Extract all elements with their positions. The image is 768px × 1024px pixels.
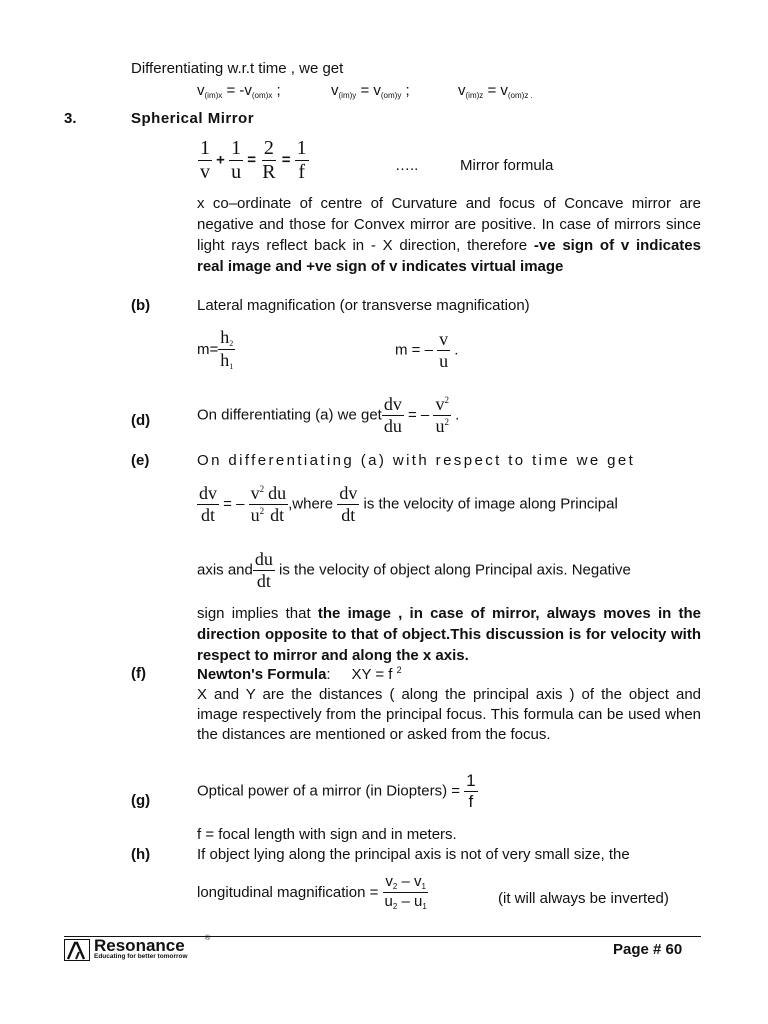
sign-convention-bold: -ve sign of v indicates real image and +ve sign of v indicates virtual image xyxy=(197,237,743,275)
label-g: (g) xyxy=(131,792,151,809)
label-b: (b) xyxy=(131,297,151,314)
velocity-relation-z: $v_{(im)z} = v_{(om)z .}$ xyxy=(458,82,533,100)
mirror-formula-equation: $\frac{1}{v}$ + $\frac{1}{u}$ = $\frac{2}{R}$ = $\frac{1}{f}$ xyxy=(200,137,307,183)
formula-dots: ….. xyxy=(395,157,419,174)
magnification-height-ratio: m= $\frac{h_2}{h_1}$ xyxy=(197,327,234,372)
velocity-relation-equation: $\frac{dv}{dt}$ = – $\frac{v^2}{u^2}$ $\frac{du}{dt}$ ,where $\frac{dv}{dt}$ is the velocity of image along Principal xyxy=(199,483,618,525)
sign-convention-text: x co–ordinate of centre of Curvature and focus of Concave mirror are negative and those for Convex mirror are positive. In case of mirrors since light rays reflect back in - X direction, therefore xyxy=(197,195,701,254)
intro-text: Differentiating w.r.t time , we get xyxy=(131,60,344,77)
inverted-note: (it will always be inverted) xyxy=(498,890,669,907)
longitudinal-magnification-equation: longitudinal magnification = $\frac{v_2 - v_1}{u_2 - u_1}$ xyxy=(197,873,427,912)
lateral-magnification-text: Lateral magnification (or transverse magnification) xyxy=(197,297,530,314)
label-h: (h) xyxy=(131,846,151,863)
velocity-relation-x: $v_{(im)x} = -v_{(om)x}$ ; xyxy=(197,82,281,100)
section-title: Spherical Mirror xyxy=(131,110,255,127)
focal-length-note: f = focal length with sign and in meters. xyxy=(197,826,457,843)
logo-name: Resonance xyxy=(94,936,185,955)
logo-tagline: Educating for better tomorrow xyxy=(94,953,188,960)
sign-convention-paragraph xyxy=(197,193,743,277)
optical-power-equation: Optical power of a mirror (in Diopters) = $\frac{1}{f}$ xyxy=(197,771,476,811)
page-number: Page # 60 xyxy=(613,941,683,958)
label-e: (e) xyxy=(131,452,150,469)
section-number: 3. xyxy=(64,110,77,127)
differentiation-equation: On differentiating (a) we get $\frac{dv}{du}$ = – $\frac{v^2}{u^2}$ . xyxy=(197,394,460,436)
logo-registered-mark: ® xyxy=(205,935,211,942)
velocity-relation-y: $v_{(im)y} = v_{(om)y}$ ; xyxy=(331,82,410,100)
newtons-formula-paragraph: X and Y are the distances ( along the principal axis ) of the object and image respectively from the principal focus. This formula can be used when the distances are mentioned or asked from the focus. xyxy=(197,686,701,743)
mirror-formula-label: Mirror formula xyxy=(460,157,554,174)
label-f: (f) xyxy=(131,665,146,682)
magnification-distance-ratio: m = – $\frac{v}{u}$ . xyxy=(395,329,459,371)
large-object-text: If object lying along the principal axis is not of very small size, the xyxy=(197,846,630,863)
label-d: (d) xyxy=(131,412,151,429)
newtons-formula: Newton's Formula: XY = f $^2$ xyxy=(197,665,402,683)
object-velocity-line: axis and $\frac{du}{dt}$ is the velocity of object along Principal axis. Negative xyxy=(197,549,631,591)
time-differentiation-text: On differentiating (a) with respect to time we get xyxy=(197,452,636,469)
resonance-logo-icon xyxy=(64,939,90,961)
image-motion-paragraph: sign implies that the image , in case of mirror, always moves in the direction opposite to that of object.This discussion is for velocity with respect to mirror and along the x axis. xyxy=(197,605,701,664)
